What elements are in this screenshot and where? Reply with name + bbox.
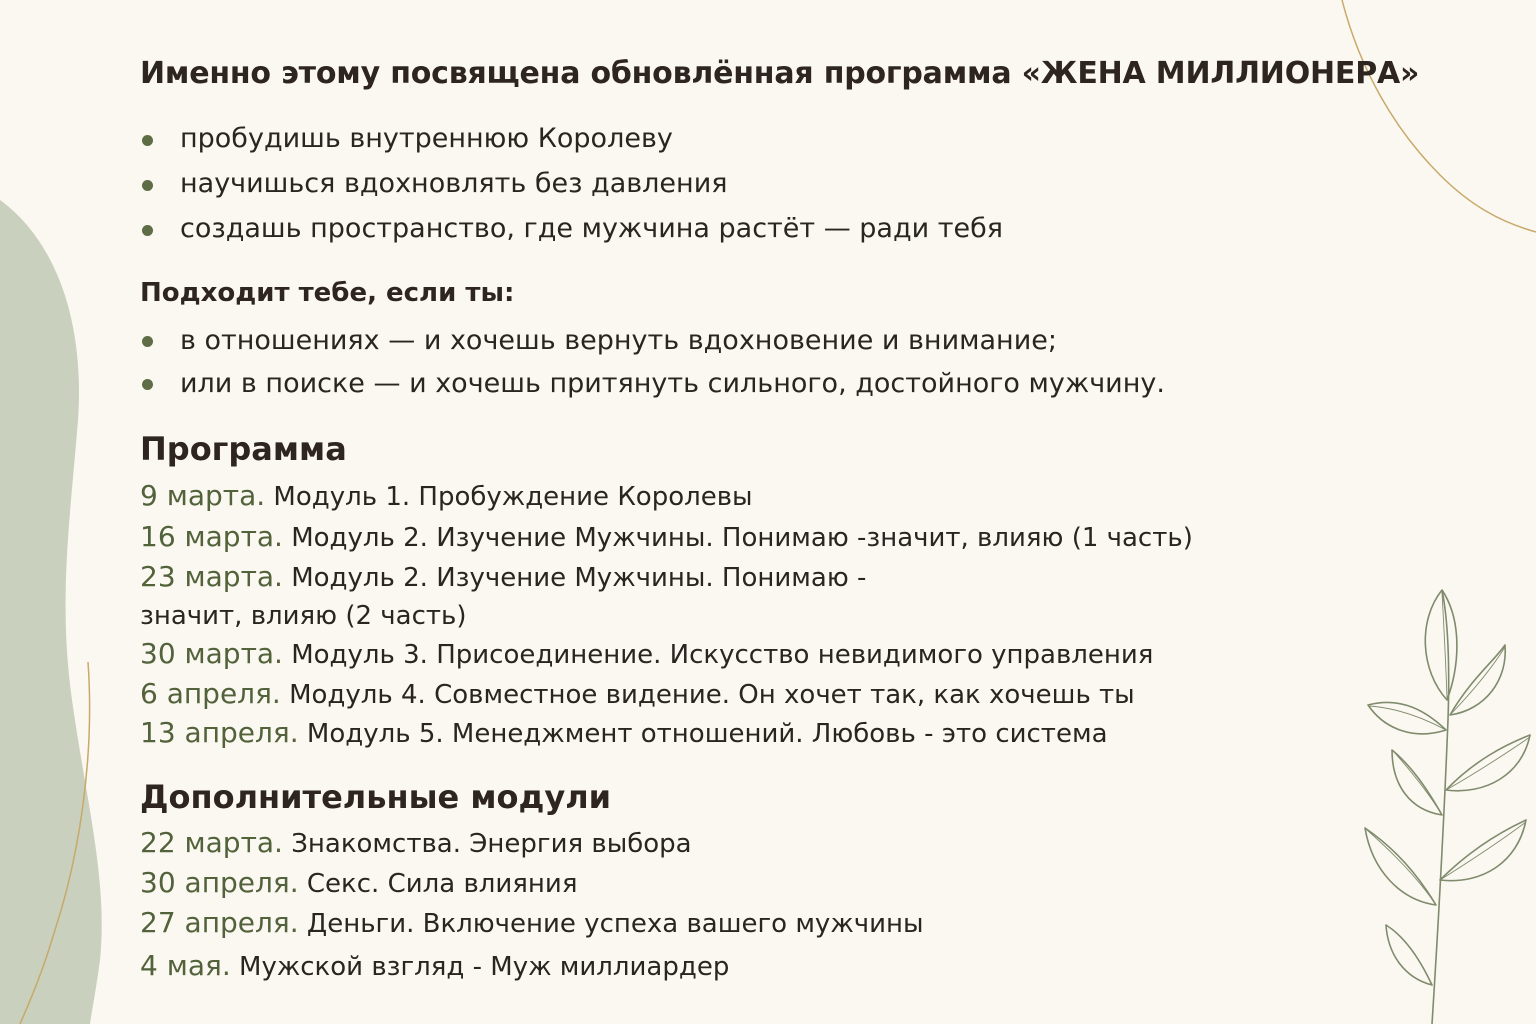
program-row — [140, 636, 1153, 673]
extra-date: 4 мая. — [140, 949, 231, 982]
extra-date: 22 марта. — [140, 826, 283, 859]
program-date: 16 марта. — [140, 520, 283, 553]
extra-row — [140, 905, 924, 942]
list-item — [140, 320, 1165, 363]
program-text: Модуль 1. Пробуждение Королевы — [273, 482, 753, 512]
program-text: Модуль 2. Изучение Мужчины. Понимаю - значит, влияю (2 часть) — [140, 563, 867, 631]
gold-curve-right — [1342, 0, 1536, 232]
program-row — [140, 558, 880, 635]
page-title: Именно этому посвящена обновлённая программа «ЖЕНА МИЛЛИОНЕРА» — [140, 56, 1420, 91]
bullet-dot-icon — [142, 135, 153, 146]
extra-title: Дополнительные модули — [140, 778, 612, 816]
extra-row — [140, 825, 692, 862]
list-item-text: в отношениях — и хочешь вернуть вдохновение и внимание; — [180, 325, 1057, 356]
extra-text: Мужской взгляд - Муж миллиардер — [239, 952, 730, 982]
program-text: Модуль 4. Совместное видение. Он хочет так, как хочешь ты — [289, 680, 1135, 710]
extra-row — [140, 948, 729, 985]
extra-date: 27 апреля. — [140, 906, 299, 939]
extra-text: Знакомства. Энергия выбора — [291, 829, 692, 859]
program-date: 9 марта. — [140, 479, 266, 512]
program-row — [140, 676, 1135, 713]
program-row — [140, 715, 1108, 752]
program-title: Программа — [140, 430, 347, 468]
gold-curve-left — [20, 662, 90, 1024]
program-text: Модуль 5. Менеджмент отношений. Любовь - это система — [306, 719, 1108, 749]
program-date: 23 марта. — [140, 560, 283, 593]
program-date: 13 апреля. — [140, 716, 299, 749]
list-item — [140, 363, 1165, 406]
bullet-dot-icon — [142, 379, 153, 390]
list-item — [140, 118, 1003, 163]
list-item-text: пробудишь внутреннюю Королеву — [180, 123, 673, 154]
program-date: 6 апреля. — [140, 677, 281, 710]
leaf-branch-icon — [1365, 590, 1530, 1024]
bullet-dot-icon — [142, 180, 153, 191]
program-date: 30 марта. — [140, 637, 283, 670]
program-text: Модуль 3. Присоединение. Искусство невидимого управления — [291, 640, 1154, 670]
list-item-text: создашь пространство, где мужчина растёт — ради тебя — [180, 213, 1003, 244]
program-text: Модуль 2. Изучение Мужчины. Понимаю -значит, влияю (1 часть) — [291, 523, 1193, 553]
fit-list — [140, 320, 1165, 406]
fit-title: Подходит тебе, если ты: — [140, 278, 515, 308]
extra-text: Секс. Сила влияния — [306, 869, 578, 899]
sage-shape — [0, 200, 102, 1024]
extra-date: 30 апреля. — [140, 866, 299, 899]
list-item-text: научишься вдохновлять без давления — [180, 168, 728, 199]
bullet-dot-icon — [142, 225, 153, 236]
list-item — [140, 163, 1003, 208]
program-row — [140, 519, 1193, 556]
list-item — [140, 208, 1003, 253]
benefits-list — [140, 118, 1003, 253]
bullet-dot-icon — [142, 336, 153, 347]
list-item-text: или в поиске — и хочешь притянуть сильного, достойного мужчину. — [180, 368, 1165, 399]
extra-text: Деньги. Включение успеха вашего мужчины — [306, 909, 924, 939]
extra-row — [140, 865, 577, 902]
program-row — [140, 478, 753, 515]
